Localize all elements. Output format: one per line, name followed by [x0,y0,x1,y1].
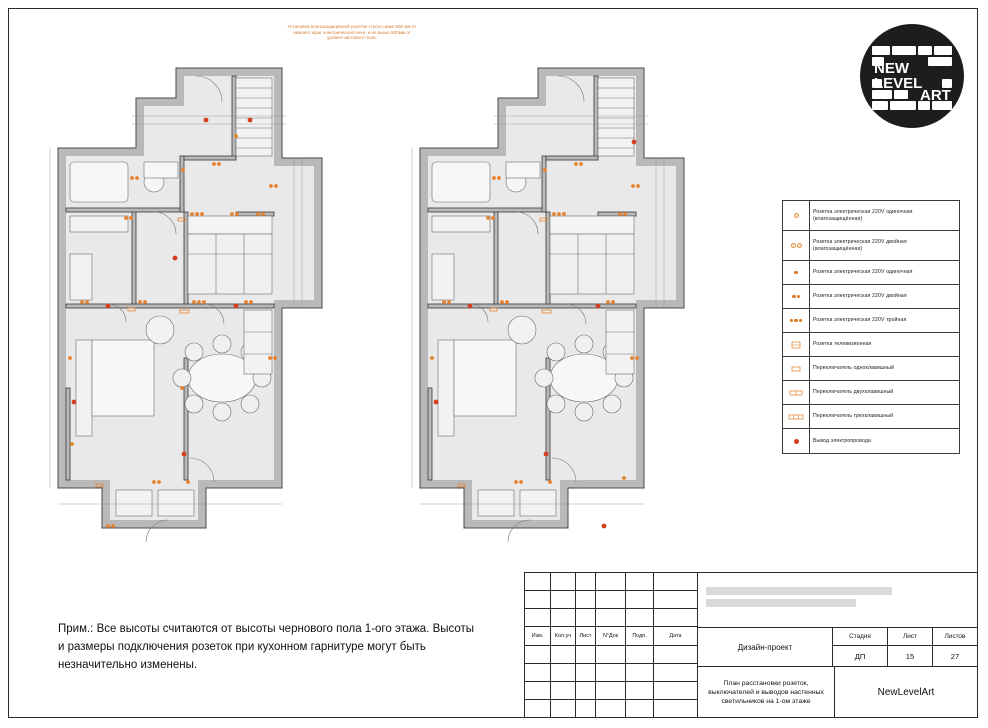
revision-cell [525,591,551,608]
revision-cell [576,646,596,663]
revision-cell [525,700,551,717]
revision-cell [596,573,626,590]
legend-label: Переключатель одноклавишный [813,365,894,372]
revision-cell [654,700,697,717]
revision-table [525,573,698,717]
revision-cell [525,573,551,590]
legend-row [783,261,959,285]
sheets-total-column [933,628,977,666]
revision-cell [551,664,576,681]
stage-row [698,628,977,667]
socket-triple-icon [783,309,810,332]
revision-cell [654,646,697,663]
sheet-column [888,628,933,666]
client-info-area [698,573,977,628]
revision-cell [525,609,551,626]
revision-header-kol: Кол.уч [551,627,576,644]
revision-cell [626,646,654,663]
general-note: Прим.: Все высоты считаются от высоты чернового пола 1-ого этажа. Высоты и размеры подключения розеток при кухонном гарнитуре могут быть незначительно изменены. [58,623,475,671]
socket-single-waterproof-icon [783,201,810,230]
socket-tv-icon [783,333,810,356]
legend-row [783,333,959,357]
revision-cell [596,682,626,699]
stage-column [833,628,888,666]
legend-label: Вывод электропровода [813,437,872,444]
revision-cell [551,646,576,663]
sheets-value: 27 [950,651,960,661]
revision-cell [525,664,551,681]
floor-plan-right [398,58,738,558]
revision-row [525,609,697,627]
legend-row [783,429,959,453]
socket-single-icon [783,261,810,284]
redacted-text-bar [706,599,856,607]
legend-table [782,200,960,454]
legend-label: Розетка электрическая 220V двойная (влагозащищённая) [813,238,907,252]
legend-row [783,405,959,429]
sheet-value: 15 [905,651,915,661]
floor-plan-left [36,58,376,558]
title-block [524,572,978,718]
switch-three-key-icon [783,405,810,428]
legend-row [783,357,959,381]
revision-header-row [525,627,697,645]
revision-cell [576,573,596,590]
legend-label: Розетка электрическая 220V одиночная (влагозащищённая) [813,208,913,222]
logo-line1: NEW [874,60,909,77]
revision-header-izm: Изм. [525,627,551,644]
revision-cell [596,700,626,717]
switch-two-key-icon [783,381,810,404]
revision-cell [551,700,576,717]
revision-header-data: Дата [669,632,682,639]
revision-cell [654,573,697,590]
company-logo [858,22,966,130]
legend-row [783,231,959,261]
revision-cell [525,646,551,663]
legend-label: Розетка телевизионная [813,341,872,348]
revision-cell [576,682,596,699]
title-block-right [698,573,977,717]
revision-header-list: Лист [576,627,596,644]
legend-label: Переключатель трехклавишный [813,413,894,420]
company-name: NewLevelArt [877,686,935,698]
legend-row [783,309,959,333]
sheet-header: Лист [888,628,932,646]
stage-value: ДП [854,651,866,661]
sheets-header: Листов [933,628,977,646]
legend-label: Розетка электрическая 220V двойная [813,293,907,300]
revision-cell [551,609,576,626]
revision-cell [596,664,626,681]
legend-row [783,201,959,231]
project-type: Дизайн-проект [698,628,833,666]
revision-header-pod: Подп. [626,627,654,644]
revision-cell [596,646,626,663]
legend-row [783,381,959,405]
wire-outlet-icon [783,429,810,453]
revision-row [525,664,697,682]
revision-cell [596,591,626,608]
drawing-title: План расстановки розеток, выключателей и выводов настенных светильников на 1-ом этаже [698,667,835,717]
revision-cell [551,573,576,590]
revision-row [525,682,697,700]
revision-row [525,700,697,717]
revision-cell [654,609,697,626]
revision-cell [626,573,654,590]
revision-cell [626,664,654,681]
revision-cell [654,664,697,681]
top-note: Установка влагозащищённой розетки строго ниже 500 мм от нижнего края электрической печи, и не выше 500мм от уровня чистового пола. [287,24,417,41]
socket-double-icon [783,285,810,308]
legend-label: Розетка электрическая 220V тройная [813,317,907,324]
socket-double-waterproof-icon [783,231,810,260]
revision-cell [576,664,596,681]
revision-cell [654,682,697,699]
revision-cell [626,591,654,608]
revision-row [525,573,697,591]
logo-line2: LEVEL [874,75,923,92]
revision-cell [576,700,596,717]
revision-cell [576,609,596,626]
revision-cell [626,682,654,699]
switch-one-key-icon [783,357,810,380]
stage-header: Стадия [833,628,887,646]
revision-row [525,591,697,609]
legend-label: Переключатель двухклавишный [813,389,894,396]
revision-cell [596,609,626,626]
redacted-text-bar [706,587,892,595]
revision-cell [626,609,654,626]
revision-cell [551,591,576,608]
drawing-title-row [698,667,977,717]
revision-cell [551,682,576,699]
revision-header-ndok: N°Док [596,627,626,644]
logo-line3: ART [920,87,951,104]
revision-cell [626,700,654,717]
revision-cell [525,682,551,699]
revision-row [525,646,697,664]
revision-cell [576,591,596,608]
legend-row [783,285,959,309]
legend-label: Розетка электрическая 220V одиночная [813,269,913,276]
revision-cell [654,591,697,608]
